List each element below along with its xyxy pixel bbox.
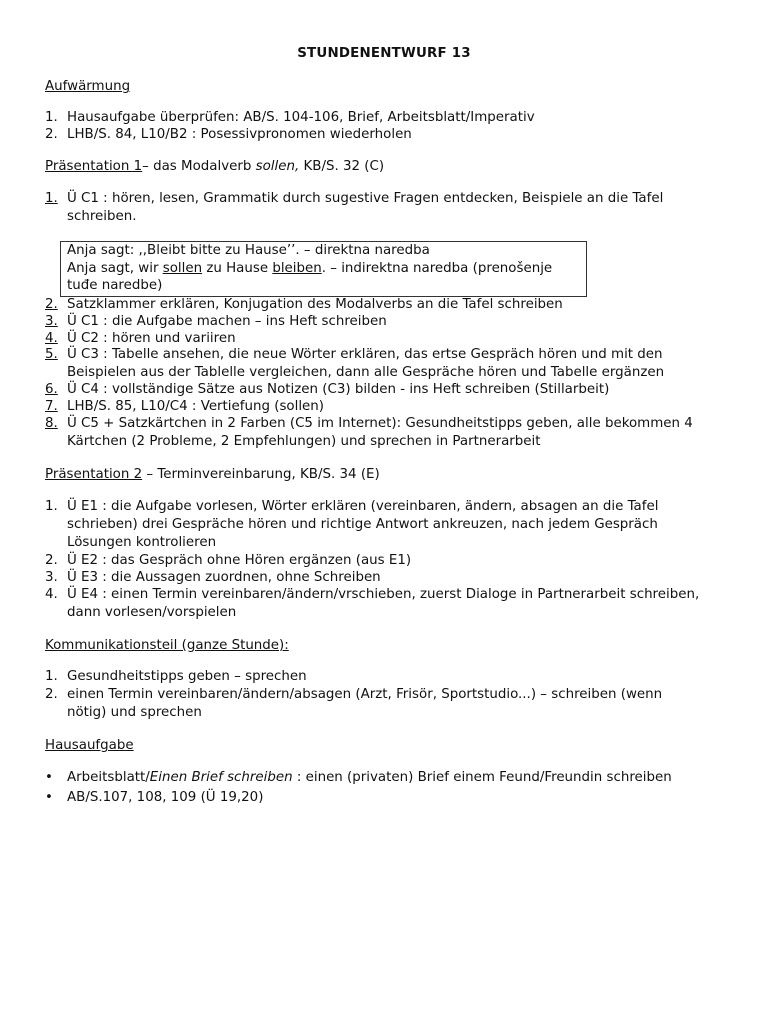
item-text-line: Ü E1 : die Aufgabe vorlesen, Wörter erklären (vereinbaren, ändern, absagen an die Tafel: [67, 499, 659, 514]
item-number: 3.: [45, 314, 58, 329]
item-number: 7.: [45, 399, 58, 414]
italic-text-part: Einen Brief schreiben: [149, 770, 293, 785]
item-text-line: Kärtchen (2 Probleme, 2 Empfehlungen) und sprechen in Partnerarbeit: [67, 434, 541, 449]
section-heading-warmup: Aufwärmung: [45, 79, 131, 94]
heading-text-part: – das Modalverb: [142, 159, 256, 174]
item-text: Hausaufgabe überprüfen: AB/S. 104-106, Brief, Arbeitsblatt/Imperativ: [67, 110, 535, 125]
item-number: 4.: [45, 587, 58, 602]
box-line: [67, 260, 580, 278]
item-number: 1.: [45, 191, 58, 206]
text-part: Arbeitsblatt/: [67, 770, 150, 785]
item-number: 3.: [45, 570, 58, 585]
item-number: 2.: [45, 687, 58, 702]
item-number: 1.: [45, 110, 58, 125]
item-text-line: [67, 769, 747, 787]
item-text-line: dann vorlesen/vorspielen: [67, 605, 237, 620]
heading-text-part: KB/S. 32 (C): [299, 159, 385, 174]
item-text-line: Beispielen aus der Tablelle vergleichen, dann alle Gespräche hören und Tabelle ergänzen: [67, 365, 665, 380]
item-text-line: Gesundheitstipps geben – sprechen: [67, 669, 307, 684]
item-text-line: schreiben.: [67, 209, 137, 224]
item-number: 1.: [45, 669, 58, 684]
box-underlined-word: bleiben: [272, 260, 322, 276]
item-text-line: Ü C1 : die Aufgabe machen – ins Heft schreiben: [67, 314, 387, 329]
example-box: [60, 241, 587, 297]
item-number: 4.: [45, 331, 58, 346]
item-number: 2.: [45, 297, 58, 312]
item-text-line: Ü C1 : hören, lesen, Grammatik durch sugestive Fragen entdecken, Beispiele an die Tafel: [67, 191, 664, 206]
item-text-line: schrieben) drei Gespräche hören und richtige Antwort ankreuzen, nach jedem Gespräch: [67, 517, 658, 532]
box-text-part: zu Hause: [202, 260, 273, 276]
heading-underlined-part: Präsentation 1: [45, 159, 143, 174]
item-number: 2.: [45, 127, 58, 142]
section-heading-presentation1: [45, 158, 384, 175]
item-text-line: LHB/S. 85, L10/C4 : Vertiefung (sollen): [67, 399, 324, 414]
item-number: 1.: [45, 499, 58, 514]
section-heading-presentation2: [45, 466, 380, 483]
item-text-line: Lösungen kontrolieren: [67, 535, 217, 550]
heading-underlined-part: Präsentation 2: [45, 467, 143, 482]
box-line: tuđe naredbe): [67, 278, 163, 293]
section-heading-homework: Hausaufgabe: [45, 738, 134, 753]
box-text-part: . – indirektna naredba (prenošenje: [321, 260, 553, 276]
item-number: 6.: [45, 382, 58, 397]
item-text-line: Ü C3 : Tabelle ansehen, die neue Wörter erklären, das ertse Gespräch hören und mit den: [67, 347, 663, 362]
item-number: 8.: [45, 416, 58, 431]
item-text-line: Ü E2 : das Gespräch ohne Hören ergänzen (aus E1): [67, 553, 412, 568]
box-underlined-word: sollen: [162, 260, 203, 276]
item-text-line: Satzklammer erklären, Konjugation des Modalverbs an die Tafel schreiben: [67, 297, 563, 312]
item-text-line: einen Termin vereinbaren/ändern/absagen (Arzt, Frisör, Sportstudio...) – schreiben (wenn: [67, 687, 663, 702]
item-text: LHB/S. 84, L10/B2 : Posessivpronomen wiederholen: [67, 127, 412, 142]
item-text-line: Ü E4 : einen Termin vereinbaren/ändern/vrschieben, zuerst Dialoge in Partnerarbeit schreiben,: [67, 587, 700, 602]
bullet-icon: •: [45, 770, 53, 785]
item-text-line: Ü C4 : vollständige Sätze aus Notizen (C3) bilden - ins Heft schreiben (Stillarbeit): [67, 382, 610, 397]
heading-italic-part: sollen,: [255, 159, 300, 174]
item-text-line: Ü E3 : die Aussagen zuordnen, ohne Schreiben: [67, 570, 381, 585]
page-title: STUNDENENTWURF 13: [297, 46, 471, 61]
bullet-icon: •: [45, 790, 53, 805]
item-text-line: AB/S.107, 108, 109 (Ü 19,20): [67, 790, 264, 805]
heading-text-part: – Terminvereinbarung, KB/S. 34 (E): [142, 467, 380, 482]
text-part: : einen (privaten) Brief einem Feund/Freundin schreiben: [292, 770, 672, 785]
item-text-line: Ü C5 + Satzkärtchen in 2 Farben (C5 im Internet): Gesundheitstipps geben, alle bekommen 4: [67, 416, 693, 431]
item-text-line: Ü C2 : hören und variiren: [67, 331, 236, 346]
item-number: 5.: [45, 347, 58, 362]
section-heading-communication: Kommunikationsteil (ganze Stunde):: [45, 638, 289, 653]
box-text-part: Anja sagt, wir: [67, 260, 163, 276]
box-line: Anja sagt: ,,Bleibt bitte zu Hause’’. – direktna naredba: [67, 243, 430, 258]
item-number: 2.: [45, 553, 58, 568]
item-text-line: nötig) und sprechen: [67, 705, 202, 720]
